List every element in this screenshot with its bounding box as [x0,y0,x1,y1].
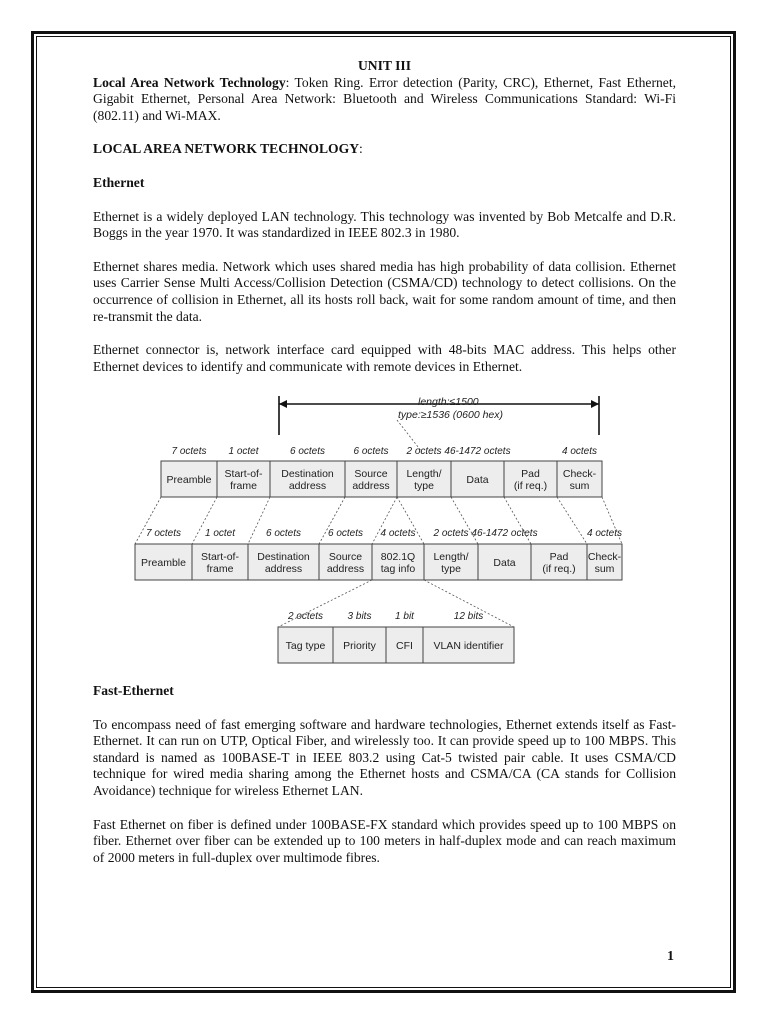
frame1-field-label: Destination [281,468,334,480]
frame2-field-label: tag info [380,563,416,575]
frame1-field-label: Length/ [406,468,442,480]
fast-ethernet-paragraph-1: To encompass need of fast emerging software and hardware technologies, Ethernet extends itself as Fast-Ethernet. It can run on UTP, Optical Fiber, and wirelessly too. It can provide speed up to 100 MBPS. This standard is named as 100BASE-T in IEEE 803.2 using Cat-5 twisted pair cable. It uses CSMA/CD technique for wired media sharing among the Ethernet hosts and CSMA/CA (CA stands for Collision Avoidance) technique for wireless Ethernet LAN. [93,716,676,798]
frame1-size-label: 6 octets [289,446,326,457]
frame1-field-label: (if req.) [513,480,548,492]
length-arrow-left-head [279,400,287,408]
tag-size-label: 3 bits [347,611,372,622]
frame1-size-label: 46-1472 octets [444,446,511,457]
frame2-field-label: address [264,563,303,575]
ethernet-paragraph-1: Ethernet is a widely deployed LAN technology. This technology was invented by Bob Metcalfe and D.R. Boggs in the year 1970. It was standardized in IEEE 802.3 in 1980. [93,208,676,241]
frame1-size-label: 6 octets [353,446,389,457]
frame1-size-label: 7 octets [171,446,207,457]
frame2-field-label: frame [206,563,234,575]
frame2-size-label: 2 octets [433,528,469,539]
frame2-field-label: 802.1Q [380,551,416,563]
frame2-field-label: address [326,563,365,575]
frame1-field-label: address [352,480,390,492]
frame2-field-label: Preamble [141,557,186,569]
frame1-size-label: 2 octets [406,446,442,457]
tag-field-label: VLAN identifier [433,640,504,652]
length-arrow-right-head [591,400,599,408]
frame1-field-label: Preamble [166,474,212,486]
intro-rest: : Token Ring. Error detection (Parity, CRC), Ethernet, Fast Ethernet, Gigabit Ethernet, Personal Area Network: Bluetooth and Wireless Communications Standard: Wi-Fi (802.11) and Wi-MAX. [93,74,676,123]
frame1-size-label: 4 octets [561,446,598,457]
frame1-size-label: 1 octet [228,446,259,457]
frame2-field-label: Destination [257,551,310,563]
frame2-field-label: Source [328,551,363,563]
frame2-field-label: Length/ [433,551,469,563]
frame2-field-label: Pad [549,551,569,563]
frame2-field-label: (if req.) [542,563,576,575]
ethernet-frame-diagram [132,390,624,670]
length-label: length:≤1500 [418,396,479,408]
frame2-size-label: 4 octets [586,528,623,539]
frame2-size-label: 46-1472 octets [471,528,538,539]
section-heading-suffix: : [359,141,363,157]
frame1-field-label: Pad [521,468,540,480]
ethernet-paragraph-2: Ethernet shares media. Network which uses shared media has high probability of data collision. Ethernet uses Carrier Sense Multi Access/Collision Detection (CSMA/CD) technology to detect collisions. On the occurrence of collision in Ethernet, all its hosts roll back, wait for some random amount of time, and then re-transmit the data. [93,258,676,324]
document-body [93,58,676,375]
frame2-field-label: type [441,563,461,575]
tag-size-label: 1 bit [395,611,414,622]
document-body-lower [93,683,676,866]
fast-ethernet-paragraph-2: Fast Ethernet on fiber is defined under 100BASE-FX standard which provides speed up to 100 MBPS on fiber. Ethernet over fiber can be extended up to 100 meters in half-duplex mode and can reach maximum of 2000 meters in full-duplex over multimode fibres. [93,816,676,865]
tag-size-label: 12 bits [453,611,484,622]
frame1-field-label: frame [230,480,257,492]
tag-field-label: Priority [343,640,376,652]
frame-row-standard [161,446,602,497]
tag-field-label: Tag type [285,640,326,652]
frame1-field-label: Start-of- [224,468,263,480]
frame2-size-label: 1 octet [204,528,236,539]
frame-row-tagged [135,528,622,580]
frame2-field-label: sum [594,563,615,575]
frame2-size-label: 7 octets [145,528,182,539]
type-label: type:≥1536 (0600 hex) [398,409,503,421]
frame1-field-label: Check- [562,468,597,480]
section-heading-text: LOCAL AREA NETWORK TECHNOLOGY [93,141,360,157]
intro-bold-term: Local Area Network Technology [93,74,286,90]
frame-row-tag-info [278,611,514,663]
frame2-field-label: Data [493,557,516,569]
frame1-field-label: type [414,480,434,492]
unit-title: UNIT III [357,58,411,73]
frame2-field-label: Check- [587,551,622,563]
frame1-field-label: address [288,480,327,492]
frame2-field-label: Start-of- [201,551,239,563]
frame1-field-label: Source [354,468,388,480]
connector-line [557,497,587,544]
tag-field-label: CFI [396,640,413,652]
frame1-field-label: Data [466,474,489,486]
ethernet-heading: Ethernet [93,174,145,190]
frame2-size-label: 6 octets [327,528,364,539]
tag-size-label: 2 octets [287,611,324,622]
section-heading [93,141,676,158]
fast-ethernet-heading: Fast-Ethernet [93,683,174,698]
ethernet-paragraph-3: Ethernet connector is, network interface card equipped with 48-bits MAC address. This helps other Ethernet devices to identify and communicate with remote devices in Ethernet. [93,342,676,374]
frame2-size-label: 6 octets [265,528,302,539]
page-number: 1 [667,949,674,964]
intro-paragraph [93,75,676,125]
frame1-field-label: sum [569,480,590,492]
frame2-size-label: 4 octets [380,528,416,539]
